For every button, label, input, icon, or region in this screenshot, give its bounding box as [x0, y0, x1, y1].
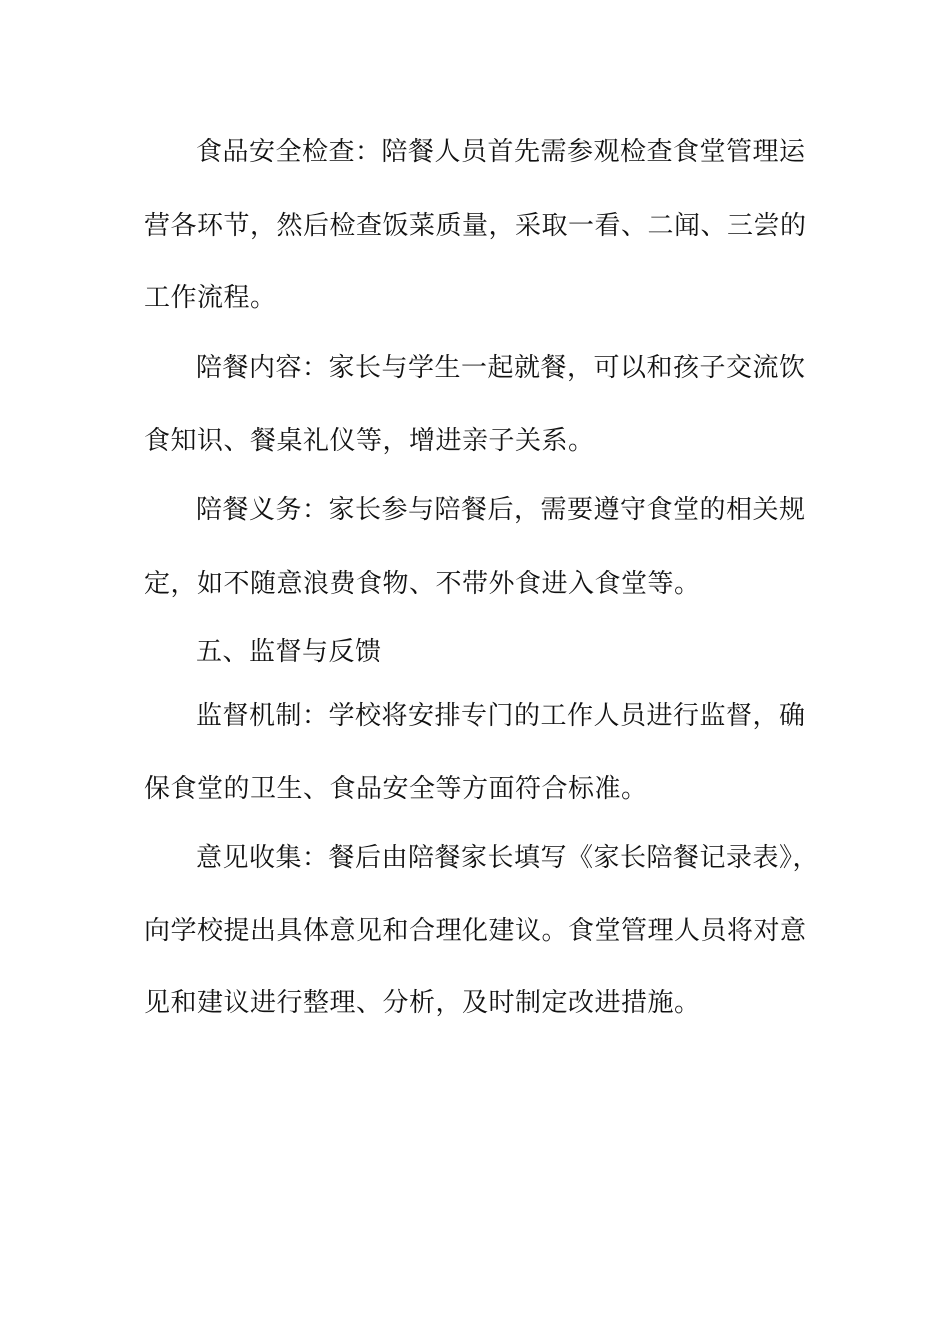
paragraph-supervision-line-2: 保食堂的卫生、食品安全等方面符合标准。: [144, 774, 648, 804]
paragraph-food-safety-line-1: 食品安全检查：陪餐人员首先需参观检查食堂管理运: [196, 137, 806, 167]
paragraph-meal-content-line-1: 陪餐内容：家长与学生一起就餐，可以和孩子交流饮: [196, 353, 806, 383]
paragraph-food-safety-line-2: 营各环节，然后检查饭菜质量，采取一看、二闻、三尝的: [144, 211, 807, 241]
paragraph-supervision-line-1: 监督机制：学校将安排专门的工作人员进行监督，确: [196, 701, 806, 731]
paragraph-feedback-line-2: 向学校提出具体意见和合理化建议。食堂管理人员将对意: [144, 916, 807, 946]
paragraph-feedback-line-3: 见和建议进行整理、分析，及时制定改进措施。: [144, 988, 701, 1018]
paragraph-feedback-line-1: 意见收集：餐后由陪餐家长填写《家长陪餐记录表》，: [196, 843, 820, 873]
section-heading-supervision: 五、监督与反馈: [196, 637, 382, 667]
paragraph-meal-duty-line-1: 陪餐义务：家长参与陪餐后，需要遵守食堂的相关规: [196, 495, 806, 525]
paragraph-meal-content-line-2: 食知识、餐桌礼仪等，增进亲子关系。: [144, 426, 595, 456]
paragraph-food-safety-line-3: 工作流程。: [144, 283, 277, 313]
paragraph-meal-duty-line-2: 定，如不随意浪费食物、不带外食进入食堂等。: [144, 569, 701, 599]
